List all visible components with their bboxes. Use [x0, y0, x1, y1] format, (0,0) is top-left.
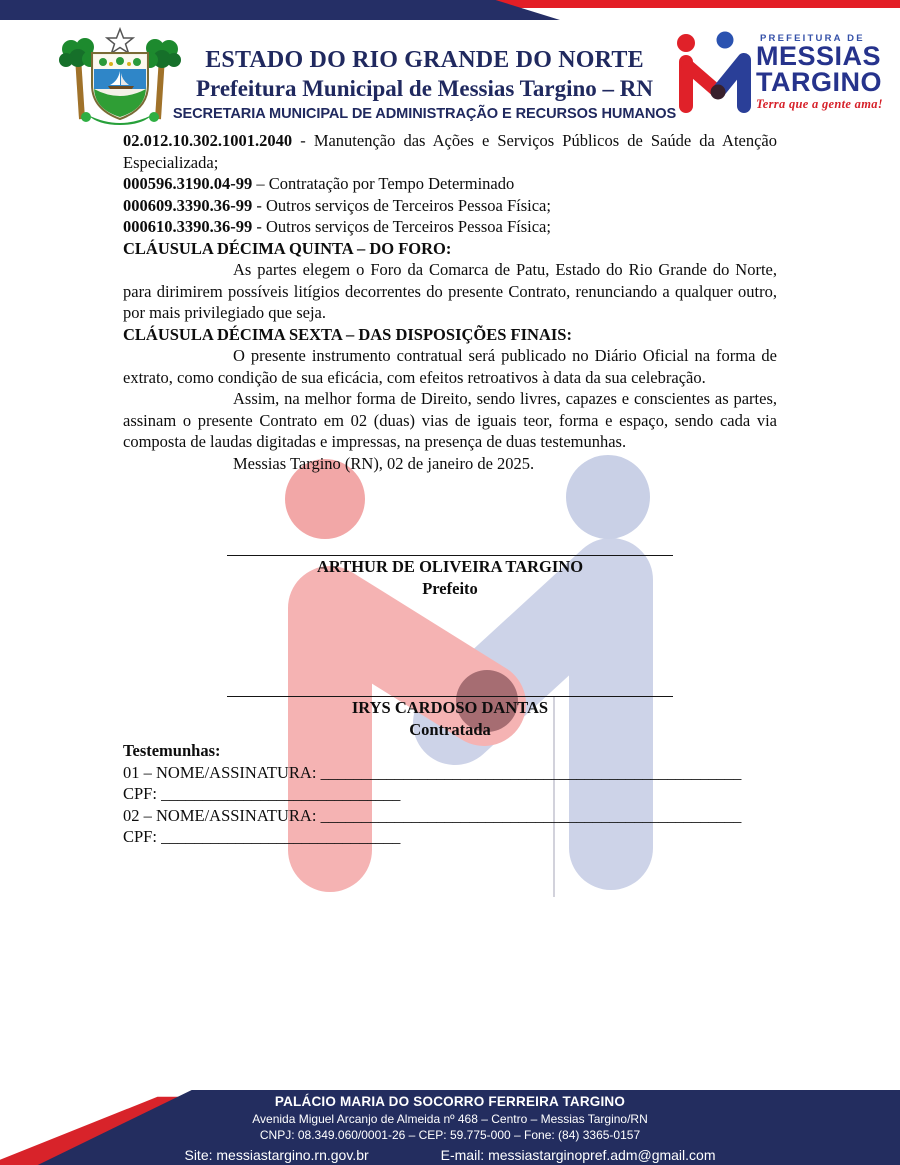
- budget-code: 000609.3390.36-99: [123, 195, 253, 215]
- rio-grande-do-norte-coat-of-arms: [58, 27, 182, 127]
- header-municipality-title: Prefeitura Municipal de Messias Targino – RN: [195, 76, 653, 101]
- clause-16-title: CLÁUSULA DÉCIMA SEXTA – DAS DISPOSIÇÕES FINAIS:: [123, 324, 572, 344]
- budget-line: 000610.3390.36-99 - Outros serviços de Terceiros Pessoa Física;: [123, 217, 551, 236]
- messias-targino-logo: [668, 30, 890, 126]
- budget-line: 000596.3190.04-99 – Contratação por Tempo Determinado: [123, 174, 515, 193]
- date-place-line: Messias Targino (RN), 02 de janeiro de 2025.: [233, 453, 535, 473]
- footer-email: E-mail: messiastarginopref.adm@gmail.com: [440, 1147, 716, 1163]
- budget-desc: Manutenção das Ações e Serviços Públicos de Saúde da Atenção Especializada;: [123, 131, 778, 172]
- budget-desc: Outros serviços de Terceiros Pessoa Física;: [266, 195, 551, 215]
- witness-2-name-line: 02 – NOME/ASSINATURA: ___________________________________________________: [123, 805, 742, 825]
- witness-2-cpf-blank: _____________________________: [161, 827, 401, 846]
- clause-15-paragraph: As partes elegem o Foro da Comarca de Patu, Estado do Rio Grande do Norte, para dirimirem possíveis litígios decorrentes do presente Contrato, renunciando a qualquer outro, por mais privilegiado que seja.: [123, 260, 777, 322]
- footer-palace-name: PALÁCIO MARIA DO SOCORRO FERREIRA TARGINO: [274, 1094, 626, 1109]
- footer: [0, 1094, 900, 1163]
- signer-role-contractor: Contratada: [409, 719, 491, 739]
- signer-name-mayor: ARTHUR DE OLIVEIRA TARGINO: [316, 557, 584, 576]
- signer-role-mayor: Prefeito: [422, 578, 478, 598]
- logo-m-figures-icon: [668, 30, 754, 126]
- logo-targino: TARGINO: [756, 67, 882, 97]
- clause-15-title: CLÁUSULA DÉCIMA QUINTA – DO FORO:: [123, 238, 452, 258]
- contract-body: [123, 130, 777, 848]
- witnesses-title: Testemunhas:: [123, 741, 221, 760]
- witness-1-cpf-blank: _____________________________: [161, 784, 401, 803]
- header-titles: [172, 46, 677, 124]
- footer-address: Avenida Miguel Arcanjo de Almeida nº 468 – Centro – Messias Targino/RN: [252, 1112, 648, 1126]
- budget-desc: Outros serviços de Terceiros Pessoa Física;: [266, 217, 551, 236]
- header-secretariat-title: SECRETARIA MUNICIPAL DE ADMINISTRAÇÃO E RECURSOS HUMANOS: [172, 106, 677, 122]
- logo-prefeitura-de: PREFEITURA DE: [760, 33, 865, 44]
- logo-wordmark: [756, 30, 890, 112]
- budget-line: 02.012.10.302.1001.2040 - Manutenção das Ações e Serviços Públicos de Saúde da Atenção Especializada;: [123, 131, 778, 172]
- clause-16-paragraph-1: O presente instrumento contratual será publicado no Diário Oficial na forma de extrato, como condição de sua eficácia, com efeitos retroativos à data da sua celebração.: [123, 346, 777, 387]
- witness-2-cpf-line: CPF: _____________________________: [123, 827, 401, 846]
- signer-name-contractor: IRYS CARDOSO DANTAS: [351, 698, 549, 717]
- budget-code: 000596.3190.04-99: [123, 174, 253, 193]
- footer-contact-row: [0, 1147, 900, 1163]
- budget-code: 000610.3390.36-99: [123, 217, 253, 236]
- witness-1-name-blank: ___________________________________________________: [320, 762, 742, 782]
- budget-line: 000609.3390.36-99 - Outros serviços de Terceiros Pessoa Física;: [123, 195, 551, 215]
- logo-tagline: Terra que a gente ama!: [756, 97, 883, 111]
- header-state-title: ESTADO DO RIO GRANDE DO NORTE: [205, 47, 644, 73]
- footer-cnpj-cep-phone: CNPJ: 08.349.060/0001-26 – CEP: 59.775-000 – Fone: (84) 3365-0157: [259, 1128, 641, 1142]
- budget-code: 02.012.10.302.1001.2040: [123, 131, 293, 150]
- clause-16-paragraph-2: Assim, na melhor forma de Direito, sendo livres, capazes e conscientes as partes, assinam o presente Contrato em 02 (duas) vias de iguais teor, forma e espaço, sendo cada via composta de laudas digitadas e impressas, na presença de duas testemunhas.: [123, 389, 777, 451]
- witness-1-cpf-line: CPF: _____________________________: [123, 784, 401, 803]
- footer-site: Site: messiastargino.rn.gov.br: [184, 1147, 369, 1163]
- budget-desc: Contratação por Tempo Determinado: [268, 174, 515, 193]
- witness-2-name-blank: ___________________________________________________: [320, 805, 742, 825]
- logo-messias: MESSIAS: [756, 41, 882, 71]
- witness-1-name-line: 01 – NOME/ASSINATURA: ___________________________________________________: [123, 762, 742, 782]
